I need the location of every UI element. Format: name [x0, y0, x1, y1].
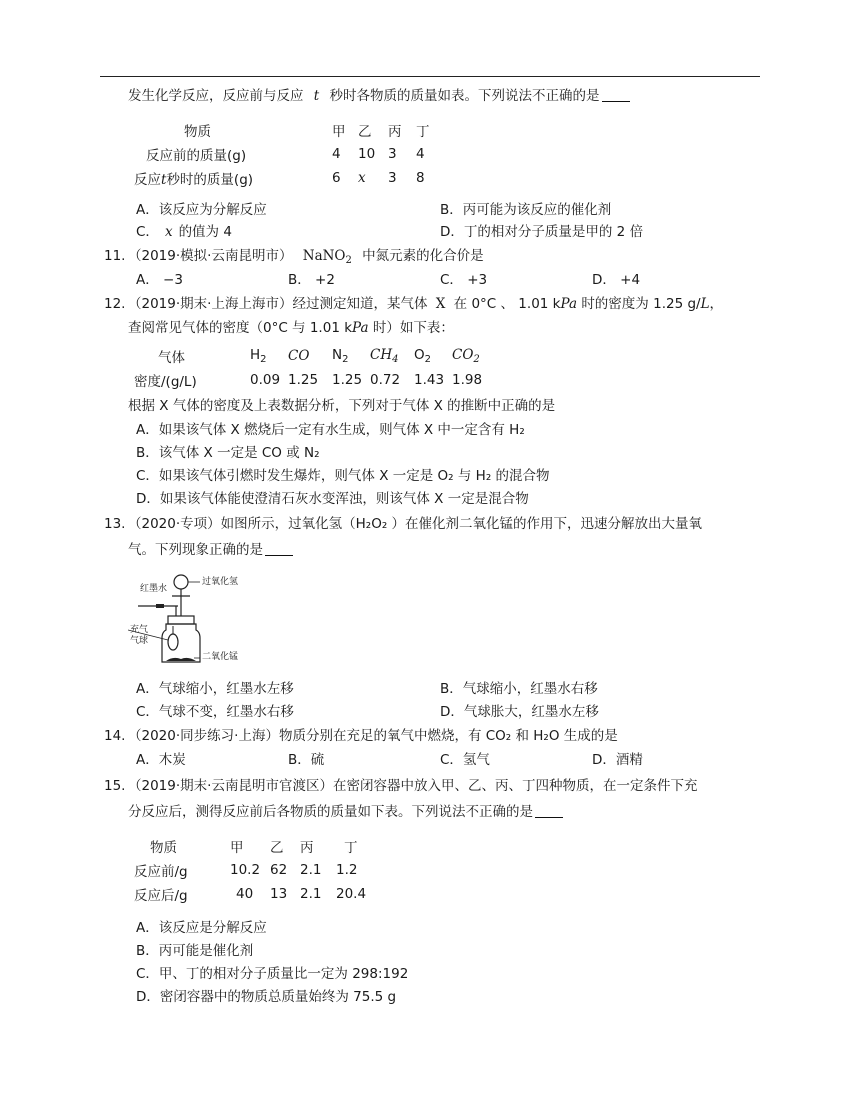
q15-option-d[interactable]: D．密闭容器中的物质总质量始终为 75.5 g — [136, 989, 397, 1005]
q15-stem-line1: （2019·期末·云南昆明市官渡区）在密闭容器中放入甲、乙、丙、丁四种物质，在一定条件下充 — [128, 778, 698, 794]
table-row: 反应t秒时的质量(g) 6 x 3 8 — [134, 170, 425, 188]
q11-option-b[interactable]: B． +2 — [288, 272, 335, 288]
q11-option-c[interactable]: C． +3 — [440, 272, 488, 288]
q14-option-c[interactable]: C．氢气 — [440, 752, 490, 768]
q10-table — [134, 118, 430, 190]
label-peroxide: 过氧化氢 — [202, 577, 239, 587]
q12-stem-line2: 查阅常见气体的密度（0°C 与 1.01 kPa 时）如下表： — [128, 320, 454, 336]
q14-option-b[interactable]: B．硫 — [288, 752, 325, 768]
q14-option-a[interactable]: A．木炭 — [136, 752, 186, 768]
q14-number: 14. — [104, 728, 126, 744]
q12-option-d[interactable]: D．如果该气体能使澄清石灰水变浑浊，则该气体 X 一定是混合物 — [136, 491, 529, 507]
q13-option-d[interactable]: D．气球胀大，红墨水左移 — [440, 704, 599, 720]
q12-option-a[interactable]: A．如果该气体 X 燃烧后一定有水生成，则气体 X 中一定含有 H₂ — [136, 422, 525, 438]
q15-option-b[interactable]: B．丙可能是催化剂 — [136, 943, 254, 959]
q10-option-a[interactable]: A．该反应为分解反应 — [136, 202, 267, 218]
q12-number: 12. — [104, 296, 126, 312]
q12-option-b[interactable]: B．该气体 X 一定是 CO 或 N₂ — [136, 445, 320, 461]
q10-option-d[interactable]: D．丁的相对分子质量是甲的 2 倍 — [440, 224, 644, 240]
answer-blank — [602, 89, 630, 102]
q15-option-a[interactable]: A．该反应是分解反应 — [136, 920, 267, 936]
label-balloon-b: 气球 — [130, 636, 149, 646]
q12-option-c[interactable]: C．如果该气体引燃时发生爆炸，则气体 X 一定是 O₂ 与 H₂ 的混合物 — [136, 468, 550, 484]
table-row: 物质 甲 乙 丙 丁 — [150, 840, 358, 856]
q10-stem: 发生化学反应，反应前与反应 t 秒时各物质的质量如表。下列说法不正确的是 — [128, 86, 630, 106]
label-ink: 红墨水 — [140, 584, 168, 594]
table-row: 反应后/g 40 13 2.1 20.4 — [134, 886, 367, 904]
q13-number: 13. — [104, 516, 126, 532]
q11-option-a[interactable]: A． −3 — [136, 272, 183, 288]
q13-option-b[interactable]: B．气球缩小，红墨水右移 — [440, 681, 598, 697]
q11-number: 11. — [104, 248, 126, 264]
q11-stem: （2019·模拟·云南昆明市） NaNO$_2$ 中氮元素的化合价是 — [128, 248, 484, 266]
q13-stem-line1: （2020·专项）如图所示，过氧化氢（H₂O₂ ）在催化剂二氧化锰的作用下，迅速分解放出大量氧 — [128, 516, 703, 532]
q13-option-a[interactable]: A．气球缩小，红墨水左移 — [136, 681, 294, 697]
table-row: 反应前的质量(g) 4 10 3 4 — [146, 146, 425, 164]
label-balloon-a: 充气 — [130, 625, 149, 635]
q15-table — [134, 834, 366, 906]
q15-number: 15. — [104, 778, 126, 794]
balloon — [168, 634, 178, 650]
q15-option-c[interactable]: C．甲、丁的相对分子质量比一定为 298:192 — [136, 966, 409, 982]
q14-option-d[interactable]: D．酒精 — [592, 752, 643, 768]
q15-stem-line2: 分反应后，测得反应前后各物质的质量如下表。下列说法不正确的是 — [128, 802, 563, 822]
table-row: 密度/(g/L) 0.09 1.25 1.25 0.72 1.43 1.98 — [134, 372, 483, 390]
answer-blank — [535, 805, 563, 818]
funnel-bulb — [174, 575, 188, 589]
q12-stem-line3: 根据 X 气体的密度及上表数据分析，下列对于气体 X 的推断中正确的是 — [128, 398, 556, 414]
q12-density-table — [134, 344, 482, 392]
table-row: 气体 $H_2$ CO $N_2$ $CH_4$ $O_2$ $CO_2$ — [158, 347, 480, 366]
q10-option-b[interactable]: B．丙可能为该反应的催化剂 — [440, 202, 612, 218]
q10-option-c[interactable]: C． x 的值为 4 — [136, 224, 232, 240]
table-row: 物质 甲 乙 丙 丁 — [184, 124, 430, 140]
header-rule — [100, 76, 760, 77]
mno2-powder — [166, 658, 196, 661]
q13-stem-line2: 气。下列现象正确的是 — [128, 540, 293, 560]
q11-option-d[interactable]: D． +4 — [592, 272, 641, 288]
label-mno2: 二氧化锰 — [202, 652, 239, 662]
table-row: 反应前/g 10.2 62 2.1 1.2 — [134, 862, 358, 880]
answer-blank — [265, 543, 293, 556]
q13-option-c[interactable]: C．气球不变，红墨水右移 — [136, 704, 294, 720]
q14-stem: （2020·同步练习·上海）物质分别在充足的氧气中燃烧，有 CO₂ 和 H₂O 生成的是 — [128, 728, 618, 744]
q12-stem-line1: （2019·期末·上海上海市）经过测定知道，某气体 X 在 0°C 、 1.01 kPa 时的密度为 1.25 g/L， — [128, 296, 724, 312]
